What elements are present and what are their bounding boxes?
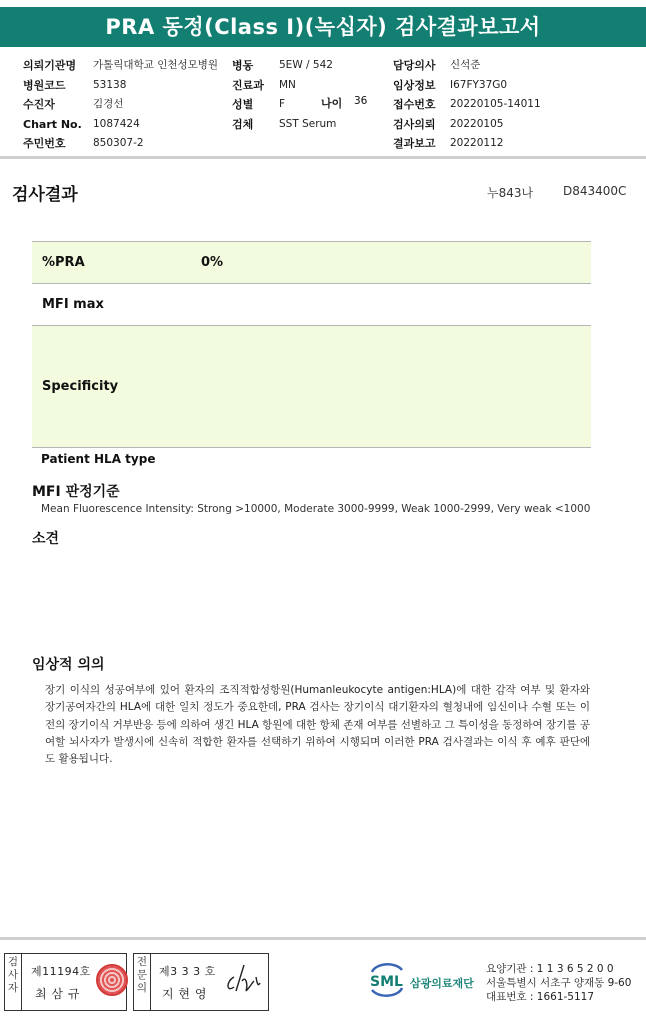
- footer: [0, 953, 646, 1013]
- license-number: 제11194호: [31, 965, 91, 978]
- logo-text: SML: [370, 974, 403, 990]
- signature-divider: [21, 954, 22, 1010]
- info-row-specimen: [232, 115, 336, 135]
- info-label: 의뢰기관명: [23, 59, 77, 72]
- info-label: 결과보고: [393, 137, 436, 150]
- info-label: 검체: [232, 117, 254, 131]
- info-label: 주민번호: [23, 137, 66, 150]
- info-value: 850307-2: [93, 137, 144, 149]
- result-row-pra: [32, 241, 591, 283]
- info-value: SST Serum: [279, 117, 337, 130]
- result-row-specificity: [32, 325, 591, 448]
- info-value: F: [279, 98, 286, 110]
- test-code-local: 누843나: [487, 186, 534, 200]
- info-value: 1087424: [93, 117, 140, 130]
- info-row-receipt-no: [393, 95, 541, 115]
- result-row-mfi: [32, 283, 591, 325]
- info-label: 병원코드: [23, 78, 66, 92]
- info-label: 검사의뢰: [393, 117, 436, 131]
- info-label: 병동: [232, 59, 254, 72]
- hla-type-label: Patient HLA type: [41, 452, 156, 466]
- criteria-title: MFI 판정기준: [32, 484, 120, 500]
- signature-role: 전문의: [136, 956, 148, 994]
- lab-institution-code: 요양기관 : 1 1 3 6 5 2 0 0: [486, 963, 614, 975]
- info-row-request-date: [393, 115, 541, 135]
- info-row-ward: [232, 56, 336, 76]
- patient-info-col1: [23, 56, 218, 154]
- clinical-title: 임상적 의의: [32, 657, 105, 673]
- lab-name: 삼광의료재단: [410, 977, 474, 990]
- age-value: 36: [354, 95, 368, 107]
- opinion-title: 소견: [32, 531, 60, 547]
- info-row-patient-name: [23, 95, 218, 115]
- section-divider: [0, 156, 646, 159]
- mfi-label: MFI max: [42, 297, 104, 312]
- info-value: 20220105: [450, 117, 504, 130]
- lab-phone: 대표번호 : 1661-5117: [486, 991, 595, 1003]
- red-seal-stamp: [96, 964, 128, 996]
- info-label: 진료과: [232, 78, 264, 92]
- clinical-text: 장기 이식의 성공여부에 있어 환자의 조직적합성항원(Humanleukocyte antigen:HLA)에 대한 감작 여부 및 환자와 장기공여자간의 HLA에 대한 일치 정도가 중요한데, PRA 검사는 장기이식 대기환자의 혈청내에 임신이나 수혈 또는 이전의 장기이식 거부반응 등에 의하여 생긴 HLA 항원에 대한 항체 존재 여부를 선별하고 그 특이성을 동정하여 장기를 공여할 뇌사자가 발생시에 신속히 적합한 환자를 선택하기 위하여 시행되며 이러한 PRA 검사결과는 이식 후 예후 판단에도 활용됩니다.: [45, 684, 590, 766]
- info-label: 수진자: [23, 98, 55, 111]
- footer-divider: [0, 937, 646, 940]
- info-value: 가톨릭대학교 인천성모병원: [93, 59, 219, 71]
- test-code: D843400C: [563, 184, 627, 198]
- info-row-clinical-info: [393, 76, 541, 96]
- signer-name: 지 현 영: [162, 987, 207, 1001]
- info-value: I67FY37G0: [450, 78, 508, 91]
- signature-role: 검사자: [7, 956, 19, 994]
- info-row-department: [232, 76, 336, 96]
- info-row-resident-no: [23, 134, 218, 154]
- info-value: 20220105-14011: [450, 98, 541, 110]
- results-section-title: 검사결과: [12, 185, 78, 205]
- info-label: 담당의사: [393, 59, 436, 72]
- info-value: 신석준: [450, 59, 481, 71]
- pra-label: %PRA: [42, 255, 85, 270]
- signer-name: 최 삼 규: [35, 987, 80, 1001]
- lab-address: 서울특별시 서초구 양재동 9-60: [486, 977, 632, 989]
- info-value: 20220112: [450, 137, 504, 149]
- info-label: 성별: [232, 98, 254, 111]
- info-value: 5EW / 542: [279, 59, 333, 71]
- info-row-chart-no: [23, 115, 218, 135]
- info-row-doctor: [393, 56, 541, 76]
- info-row-hospital-code: [23, 76, 218, 96]
- pra-value: 0%: [201, 255, 224, 270]
- specificity-label: Specificity: [42, 379, 119, 394]
- age-label: 나이: [321, 97, 343, 110]
- license-number: 제3 3 3 호: [159, 965, 216, 978]
- info-value: MN: [279, 78, 296, 91]
- result-table: [32, 241, 591, 448]
- patient-info-col3: [393, 56, 541, 154]
- criteria-text: Mean Fluorescence Intensity: Strong >10000, Moderate 3000-9999, Weak 1000-2999, Very weak <1000: [41, 503, 591, 515]
- info-row-report-date: [393, 134, 541, 154]
- lab-info: [486, 962, 631, 1004]
- info-value: 김경선: [93, 98, 124, 110]
- info-value: 53138: [93, 78, 127, 91]
- info-label: 접수번호: [393, 98, 436, 111]
- report-title: PRA 동정(Class I)(녹십자) 검사결과보고서: [0, 7, 646, 47]
- info-row-institution: [23, 56, 218, 76]
- signature-divider: [150, 954, 151, 1010]
- sml-logo-icon: [366, 960, 408, 998]
- info-label: 임상정보: [393, 78, 436, 92]
- info-label: Chart No.: [23, 117, 82, 131]
- handwritten-signature: [224, 963, 262, 999]
